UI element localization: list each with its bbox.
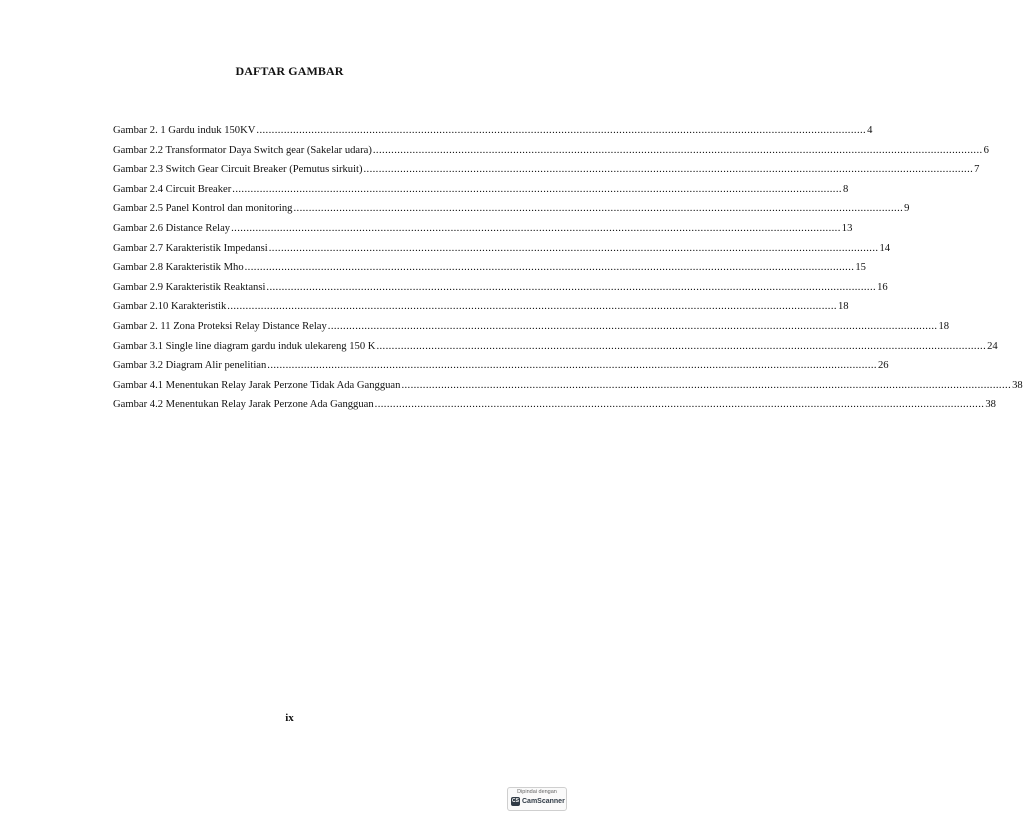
toc-entry-page: 26 [877, 360, 889, 372]
watermark-brand [511, 797, 565, 806]
toc-entry [113, 320, 950, 341]
toc-entry [113, 379, 1023, 400]
toc-entry-page: 9 [904, 203, 910, 215]
toc-entry-page: 7 [974, 164, 980, 176]
dot-leader: ........................................................................................................................................................................................................ [268, 242, 879, 254]
toc-entry [113, 399, 996, 419]
toc-entry-page: 14 [879, 242, 891, 254]
toc-entry [113, 222, 853, 243]
toc-entry-label: Gambar 4.1 Menentukan Relay Jarak Perzone Tidak Ada Gangguan [113, 379, 401, 391]
page-number: ix [285, 712, 294, 724]
dot-leader: ........................................................................................................................................................................................................ [376, 340, 987, 352]
dot-leader: ........................................................................................................................................................................................................ [267, 360, 877, 372]
watermark-caption: Dipindai dengan [517, 789, 557, 795]
table-of-figures [113, 125, 1023, 419]
toc-entry-page: 4 [867, 125, 873, 136]
toc-entry [113, 183, 849, 204]
toc-entry-page: 18 [938, 320, 950, 332]
camscanner-watermark [507, 787, 567, 811]
dot-leader: ........................................................................................................................................................................................................ [374, 399, 985, 411]
toc-entry-label: Gambar 2.7 Karakteristik Impedansi [113, 242, 268, 254]
toc-entry-label: Gambar 2.4 Circuit Breaker [113, 183, 232, 195]
toc-entry-page: 6 [983, 144, 989, 156]
dot-leader: ........................................................................................................................................................................................................ [231, 222, 841, 234]
toc-entry-label: Gambar 2.2 Transformator Daya Switch gear (Sakelar udara) [113, 144, 372, 156]
dot-leader: ........................................................................................................................................................................................................ [372, 144, 983, 156]
toc-entry-page: 18 [837, 301, 849, 313]
toc-entry-label: Gambar 2.8 Karakteristik Mho [113, 262, 244, 274]
toc-entry-label: Gambar 3.2 Diagram Alir penelitian [113, 360, 267, 372]
dot-leader: ........................................................................................................................................................................................................ [327, 320, 938, 332]
dot-leader: ........................................................................................................................................................................................................ [227, 301, 837, 313]
toc-entry-page: 24 [987, 340, 998, 352]
toc-entry-label: Gambar 2.5 Panel Kontrol dan monitoring [113, 203, 293, 215]
toc-entry [113, 125, 873, 145]
toc-entry [113, 360, 889, 380]
toc-entry-page: 38 [985, 399, 996, 411]
toc-entry-label: Gambar 2. 1 Gardu induk 150KV [113, 125, 256, 136]
toc-entry-page: 13 [841, 222, 853, 234]
dot-leader: ........................................................................................................................................................................................................ [293, 203, 904, 215]
toc-entry-label: Gambar 2.6 Distance Relay [113, 222, 231, 234]
toc-entry [113, 281, 888, 302]
dot-leader: ........................................................................................................................................................................................................ [363, 164, 974, 176]
toc-entry [113, 262, 866, 282]
toc-entry-page: 8 [842, 183, 849, 195]
toc-entry-page: 16 [877, 281, 888, 293]
toc-entry [113, 340, 998, 361]
toc-entry-label: Gambar 2.9 Karakteristik Reaktansi [113, 281, 266, 293]
dot-leader: ........................................................................................................................................................................................................ [401, 379, 1012, 391]
toc-entry-label: Gambar 2.10 Karakteristik [113, 301, 227, 313]
dot-leader: ........................................................................................................................................................................................................ [244, 262, 855, 274]
dot-leader: ........................................................................................................................................................................................................ [232, 183, 842, 195]
dot-leader: ........................................................................................................................................................................................................ [266, 281, 877, 293]
toc-entry [113, 242, 891, 263]
toc-entry-page: 15 [855, 262, 866, 274]
toc-entry-label: Gambar 3.1 Single line diagram gardu induk ulekareng 150 K [113, 340, 376, 352]
toc-entry-page: 38 [1012, 379, 1023, 391]
toc-entry-label: Gambar 4.2 Menentukan Relay Jarak Perzone Ada Gangguan [113, 399, 374, 411]
toc-entry [113, 203, 910, 223]
camscanner-logo-icon: CS [512, 798, 519, 804]
toc-entry [113, 301, 849, 321]
dot-leader: ........................................................................................................................................................................................................ [256, 125, 867, 136]
watermark-brand-name: CamScanner [522, 798, 565, 805]
toc-entry [113, 144, 989, 165]
toc-entry-label: Gambar 2. 11 Zona Proteksi Relay Distance Relay [113, 320, 327, 332]
page-title: DAFTAR GAMBAR [235, 64, 344, 78]
toc-entry [113, 164, 980, 184]
toc-entry-label: Gambar 2.3 Switch Gear Circuit Breaker (Pemutus sirkuit) [113, 164, 363, 176]
